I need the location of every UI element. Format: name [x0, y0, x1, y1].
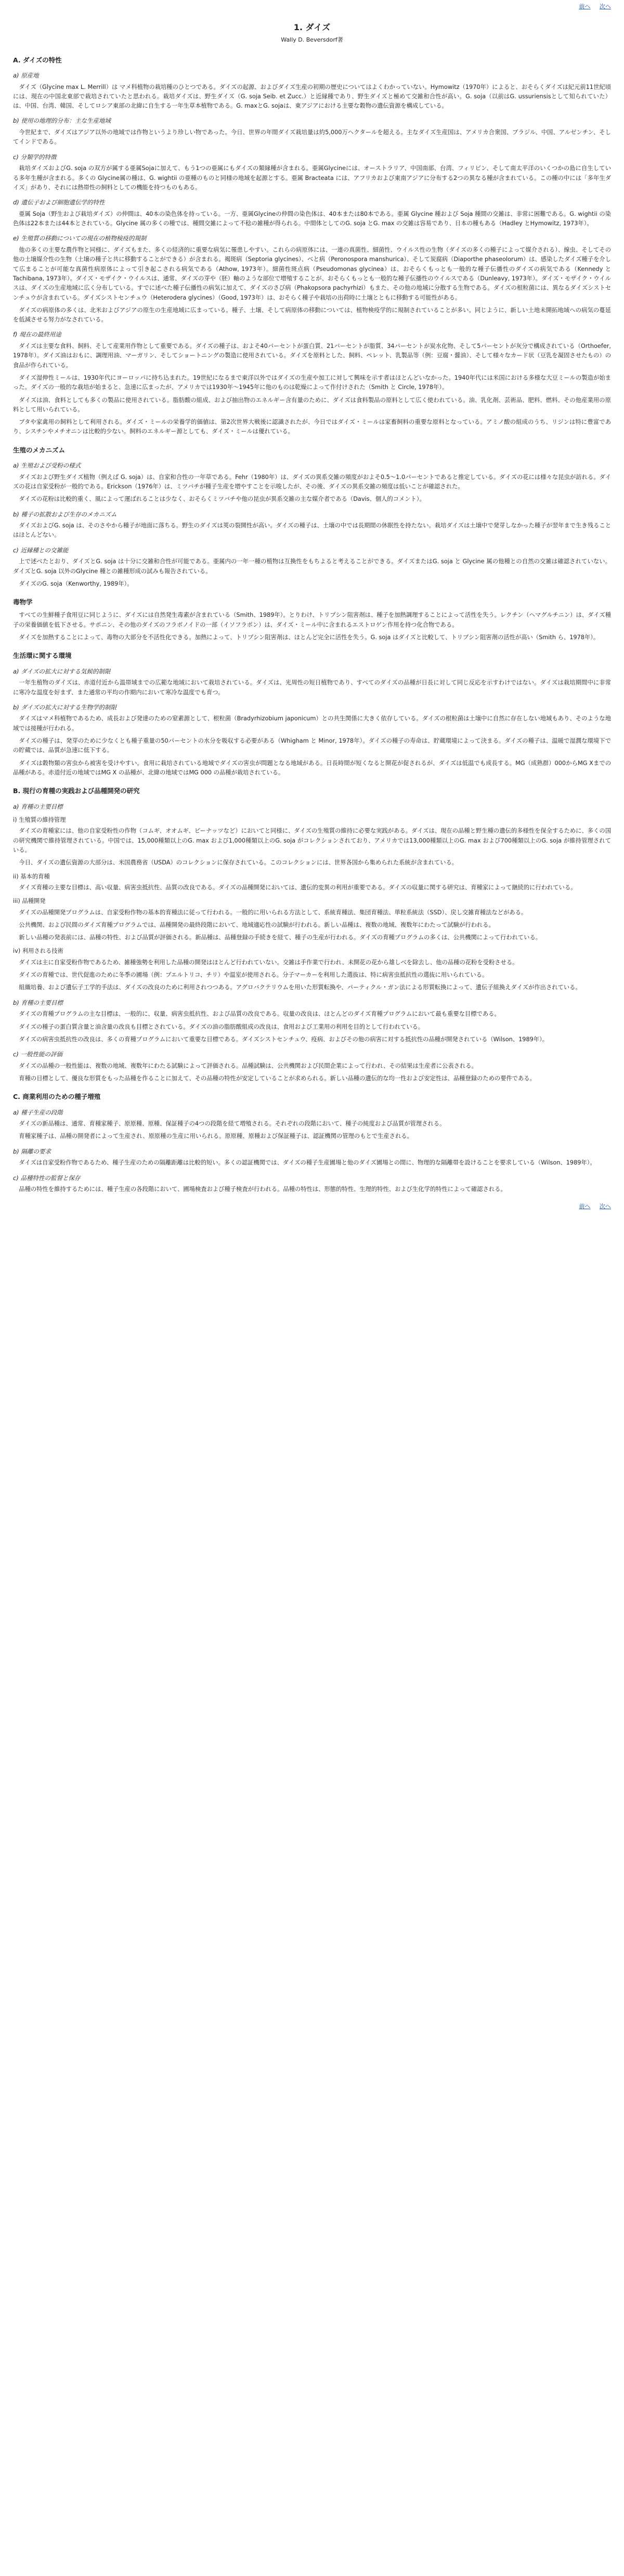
- paragraph: 上で述べたとおり、ダイズとG. soja は十分に交雑和合性が可能である。亜属内の一年一種の植物は互換性をもちよると考えることができる。ダイズまたはG. soja と Glycine 属の他種との自然の交雑は確認されていない。ダイズとG. soja 以外のGlycine 種との雑種形成の試みも報告されている。: [13, 558, 611, 575]
- paragraph: 組織培養、および遺伝子工学的手法は、ダイズの改良のために利用されつつある。アグロバクテリウムを用いた形質転換や、パーティクル・ガン法による形質転換によって、遺伝子組換えダイズが作出されている。: [19, 984, 581, 991]
- paragraph: 他の多くの主要な農作物と同様に、ダイズもまた、多くの経済的に重要な病気に罹患しやすい。これらの病原体には、一連の真菌性、細菌性、ウイルス性の生物（ダイズの多くの種子によって媒介される）、線虫、そしてその他の土壌媒介性の生物（土壌の種子と共に移動することができる）が含まれる。褐斑病（Septoria glycines）、べと病（Peronospora manshurica）、そして炭腐病（Diaporthe phaseolorum）は、感染したダイズ種子を介して広まることが可能な真菌性病原体によって引き起こされる病気である（Athow, 1973年）。細菌性斑点病（Pseudomonas glycinea）は、おそらくもっとも一般的な種子伝播性のダイズの病気である（Kennedy と Tachibana, 1973年）。ダイズ・モザイク・ウイルスは、通常、ダイズの芽や（胚）軸のような部位で増殖することが、おそらくもっとも一般的な種子伝播性のウイルスである（Dunleavy, 1973年）。ダイズ・モザイク・ウイルスは、ダイズの生産地域に広く分布している。すでに述べた種子伝播性の病気に加えて、ダイズのさび病（Phakopsora pachyrhizi）もまた、その他の地域に分散する生物である。ダイズの根粒菌には、異なるダイズシストセンチュウが含まれている。ダイズシストセンチュウ（Heterodera glycines）（Good, 1973年）は、おそらく種子や栽培の出荷時に土壌とともに移動する可能性がある。: [13, 247, 611, 301]
- prev-link-bottom[interactable]: 前へ: [579, 1202, 591, 1210]
- subsection-heading: a) 種子生産の段階: [13, 1108, 63, 1116]
- paragraph: ダイズ湿伸性ミールは、1930年代にヨーロッパに持ち込まれた。19世紀になるまで東洋以外ではダイズの生産や加工に対して興味を示す者はほとんどいなかった。1940年代には米国における多様な大豆ミールの製造が始まった。ダイズの一般的な栽培が始まると、急速に広まったが、アメリカでは1930年～1945年に他のものは乾燥によって作付けされた（Smith と Circle, 1978年）。: [13, 374, 611, 391]
- paragraph: ダイズの花粉は比較的重く、風によって運ばれることは少なく、おそらくミツバチや他の昆虫が異系交雑の主な媒介者である（Davis、個人的コメント）。: [19, 496, 425, 503]
- paragraph: ダイズを加熱することによって、毒物の大部分を不活性化できる。加熱によって、トリプシン阻害剤は、ほとんど完全に活性を失う。G. soja はダイズと比較して、トリプシン阻害剤の活性が高い（Smith ら、1978年）。: [19, 634, 600, 641]
- paragraph: ダイズの育種では、世代促進のために冬季の圃場（例：プエルトリコ、チリ）や温室が使用される。分子マーカーを利用した選抜は、特に病害虫抵抗性の選抜に用いられている。: [19, 971, 488, 978]
- paragraph: ダイズの新品種は、通常、育種家種子、原原種、原種、保証種子の4つの段階を経て増殖される。それぞれの段階において、種子の純度および品質が管理される。: [19, 1120, 446, 1128]
- author: Wally D. Beversdorf著: [281, 36, 343, 43]
- section-heading: B. 現行の育種の実践および品種開発の研究: [13, 787, 140, 795]
- paragraph: ダイズは主要な食料、飼料、そして産業用作物として重要である。ダイズの種子は、およそ40パーセントが蛋白質、21パーセントが脂質、34パーセントが炭水化物、そして5パーセントが灰分で構成されている（Orthoefer, 1978年）。ダイズ油はおもに、調理用油、マーガリン、そしてショートニングの製造に使用されている。ダイズを原料とした、飼料、ペレット、乳製品等（例：豆腐・醤油）、そして様々なカード状（豆乳を凝固させたもの）の食品が作られている。: [13, 343, 611, 369]
- paragraph: ダイズはマメ科植物であるため、成長および発達のための窒素源として、根粒菌（Bradyrhizobium japonicum）との共生関係に大きく依存している。ダイズの根粒菌は土壌中に自然に存在しない地域もあり、そのような地域では接種が行われる。: [13, 715, 611, 732]
- subsection-heading: b) 使用の地理的分布：主な生産地域: [13, 117, 111, 125]
- paragraph: 一年生植物のダイズは、赤道付近から温帯域までの広範な地域において栽培されている。ダイズは、光周性の短日植物であり、すべてのダイズの品種が日長に対して同じ反応を示すわけではない。ダイズは栽培期間中に非常に寒冷な温度を好まず、また通常の平均の作期内において寒冷な温度でも育つ。: [13, 679, 611, 696]
- paragraph: 新しい品種の発表前には、品種の特性、および品質が評価される。新品種は、品種登録の手続きを経て、種子の生産が行われる。ダイズの育種プログラムの多くは、公共機関によって行われている。: [19, 934, 542, 941]
- subsection-heading: c) 分類学的特徴: [13, 153, 57, 161]
- paragraph: ダイズ育種の主要な目標は、高い収量、病害虫抵抗性、品質の改良である。ダイズの品種開発においては、遺伝的変異の利用が重要である。ダイズの収量に関する研究は、育種家によって継続的に行われている。: [19, 884, 577, 891]
- paragraph: ダイズの品種開発プログラムは、自家受粉作物の基本的育種法に従って行われる。一般的に用いられる方法として、系統育種法、集団育種法、単粒系統法（SSD）、戻し交雑育種法などがある。: [19, 909, 527, 916]
- paragraph: ダイズは自家受粉作物であるため、種子生産のための隔離距離は比較的短い。多くの認証機関では、ダイズの種子生産圃場と他のダイズ圃場との間に、物理的な隔離帯を設けることを要求している（Wilson、1989年）。: [19, 1159, 596, 1167]
- subsection-heading: iv) 利用される技術: [13, 948, 63, 955]
- paragraph: 今日、ダイズの遺伝資源の大部分は、米国農務省（USDA）のコレクションに保存されている。このコレクションには、世界各国から集められた系統が含まれている。: [19, 859, 458, 866]
- paragraph: ダイズの病原体の多くは、北米およびアジアの原生の生産地域に広まっている。種子、土壌、そして病原体の移動については、植物検疫学的に規制されていることが多い。同じように、新しい土地未開拓地域への病気の蔓延を低減させる努力がなされている。: [13, 306, 611, 323]
- section: [13, 55, 611, 437]
- paragraph: ダイズの種子の蛋白質含量と油含量の改良も目標とされている。ダイズの油の脂肪酸組成の改良は、食用および工業用の利用を目的として行われている。: [19, 1023, 424, 1030]
- paragraph: ダイズおよび野生ダイズ植物（例えば G. soja）は、自家和合性の一年草である。Fehr（1980年）は、ダイズの異系交雑の頻度がおよそ0.5～1.0パーセントであると推定している。ダイズの花には様々な昆虫が訪れる。ダイズの花は自家受粉が一般的である。Erickson（1976年）は、ミツバチが種子生産を増やすことを示唆したが、その後、ダイズの異系交雑の頻度は低いことが確認された。: [13, 473, 611, 490]
- subsection-heading: c) 一般性能の評価: [13, 1051, 62, 1058]
- document: [13, 0, 611, 1211]
- paragraph: ダイズ（Glycine max L. Merrill）は マメ科植物の栽培種のひとつである。ダイズの起源、およびダイズ生産の初期の歴史についてはよくわかっていない。Hymowitz（1970年）によると、おそらくダイズは紀元前11世紀頃には、現在の中国北東部で栽培されていたと思われる。栽培ダイズは、野生ダイズ（G. soja Seib. et Zucc.）と近縁種であり、野生ダイズと極めて交雑和合性が高い。G. soja（以前はG. ussuriensisとして知られていた）は、中国、台湾、韓国、そしてロシア東部の北緯に自生する一年生草本植物である。G. maxとG. sojaは、東アジアにおける主要な穀物の遺伝資源を構成している。: [13, 83, 611, 110]
- next-link[interactable]: 次へ: [600, 3, 611, 10]
- section-heading: 毒物学: [13, 598, 33, 606]
- subsection-heading: b) ダイズの拡大に対する生物学的制限: [13, 703, 117, 711]
- subsection-heading: a) 原産地: [13, 71, 39, 79]
- paragraph: ダイズは主に自家受粉作物であるため、雑種強勢を利用した品種の開発はほとんど行われていない。交雑は手作業で行われ、未開花の花から雄しべを除去し、他の品種の花粉を受粉させる。: [19, 959, 518, 966]
- section: [13, 445, 611, 589]
- section: [13, 597, 611, 642]
- prev-link[interactable]: 前へ: [579, 3, 591, 10]
- paragraph: 育種の目標として、優良な形質をもった品種を作ることに加えて、その品種の特性が安定していることが求められる。新しい品種の遺伝的な均一性および安定性は、品種登録のための要件である。: [19, 1075, 536, 1082]
- paragraph: すべての生鮮種子食用豆に同じように、ダイズには自然発生毒素が含まれている（Smith、1989年）。とりわけ、トリプシン阻害剤は、種子を加熱調理することによって活性を失う。レクチン（ヘマグルチニン）は、ダイズ種子の栄養価値を低下させる。サポニン、その他のダイズのフラボノイドの一部（イソフラボン）は、ダイズ・ミール中に含まれるエストロゲン作用を持つ化合物である。: [13, 612, 611, 628]
- paragraph: 栽培ダイズおよびG. soja の双方が属する亜属Sojaに加えて、もう1つの亜属にもダイズの類縁種が含まれる。亜属Glycineには、オーストラリア、中国南部、台湾、フィリピン、そして南太平洋のいくつかの島に自生している多年生種が含まれる。多くの Glycine属の種は、G. wightii の亜種のものと同様の地域を起源とする。亜属 Bracteata には、アフリカおよび東南アジアに分布する2つの異なる種が含まれている。この種の中には「多年生ダイズ」があり、それには熱帯性の飼料としての機能を持つものもある。: [13, 165, 611, 191]
- section: [13, 1092, 611, 1194]
- subsection-heading: i) 生殖質の維持管理: [13, 817, 66, 824]
- section: [13, 651, 611, 778]
- section-heading: 生活環に関する環境: [13, 652, 72, 660]
- subsection-heading: b) 育種の主要目標: [13, 999, 63, 1006]
- content: [13, 55, 611, 1195]
- subsection-heading: a) ダイズの拡大に対する気候的制限: [13, 667, 111, 675]
- subsection-heading: b) 種子の拡散および生存のメカニズム: [13, 510, 117, 518]
- subsection-heading: c) 近縁種との交雑能: [13, 546, 69, 554]
- paragraph: ダイズの品種の一般性能は、複数の地域、複数年にわたる試験によって評価される。品種試験は、公共機関および民間企業によって行われ、その結果は生産者に公表される。: [19, 1062, 477, 1069]
- section-heading: 生殖のメカニズム: [13, 446, 66, 454]
- subsection-heading: b) 隔離の要求: [13, 1147, 51, 1155]
- subsection-heading: d) 遺伝子および細胞遺伝学的特性: [13, 199, 105, 206]
- paragraph: 品種の特性を維持するためには、種子生産の各段階において、圃場検査および種子検査が行われる。品種の特性は、形態的特性、生理的特性、および生化学的特性によって確認される。: [19, 1186, 506, 1193]
- paragraph: ダイズは油、食料としても多くの製品に使用されている。脂肪酸の組成、および抽出物のエネルギー含有量のために、ダイズは食料製品の原料として広く使われている。油、乳化剤、芸術品、肥料、燃料、その他産業用の原料として用いられている。: [13, 396, 611, 413]
- bottom-navigation: [13, 1202, 611, 1211]
- subsection-heading: e) 生殖質の移動についての現在の植物検疫的規制: [13, 235, 147, 242]
- subsection-heading: a) 生殖および受粉の様式: [13, 461, 81, 469]
- paragraph: 今世紀まで、ダイズはアジア以外の地域では作物というより珍しい物であった。今日、世界の年間ダイズ栽培量は約5,000万ヘクタールを超える。主なダイズ生産国は、アメリカ合衆国、ブラジル、中国、アルゼンチン、そしてインドである。: [13, 129, 611, 146]
- paragraph: ダイズの育種プログラムの主な目標は、一般的に、収量、病害虫抵抗性、および品質の改良である。収量の改良は、ほとんどのダイズ育種プログラムにおいて最も重要な目標である。: [19, 1011, 500, 1018]
- paragraph: 公共機関、および民間のダイズ育種プログラムでは、品種開発の最終段階において、地域適応性の試験が行われる。新しい品種は、複数の地域、複数年にわたって試験が行われる。: [19, 921, 495, 928]
- paragraph: 育種家種子は、品種の開発者によって生産され、原原種の生産に用いられる。原原種、原種および保証種子は、認証機関の管理のもとで生産される。: [19, 1133, 413, 1140]
- subsection-heading: f) 現在の最終用途: [13, 331, 61, 339]
- paragraph: ダイズの種子は、発芽のために少なくとも種子重量の50パーセントの水分を吸収する必要がある（Whigham と Minor, 1978年）。ダイズの種子の寿命は、貯蔵環境によって決まる。ダイズの種子は、温暖で湿潤な環境下での貯蔵では、品質が急速に低下する。: [13, 737, 611, 754]
- paragraph: 亜属 Soja（野生および栽培ダイズ）の仲間は、40本の染色体を持っている。一方、亜属Glycineの仲間の染色体は、40本または80本である。亜属 Glycine 種および Soja 種間の交雑は、非常に困難である。G. wightii の染色体は22本または44本とされている。Glycine 属の多くの種では、種間交雑によって不稔の雑種が得られる。中間体としてのG. soja とG. max の交雑は容易であり、日本の種もある（Hadley とHymowitz, 1973年）。: [13, 210, 611, 227]
- section-heading: C. 商業利用のための種子増殖: [13, 1093, 101, 1101]
- subsection-heading: a) 育種の主要目標: [13, 802, 63, 810]
- subsection-heading: c) 品種特性の監督と保存: [13, 1174, 81, 1182]
- page-title: 1. ダイズ: [293, 22, 331, 32]
- next-link-bottom[interactable]: 次へ: [600, 1202, 611, 1210]
- paragraph: ダイズのG. soja（Kenworthy, 1989年）。: [19, 580, 133, 587]
- subsection-heading: iii) 品種開発: [13, 898, 46, 905]
- paragraph: ダイズの病害虫抵抗性の改良は、多くの育種プログラムにおいて重要な目標である。ダイズシストセンチュウ、疫病、およびその他の病害に対する抵抗性の品種が開発されている（Wilson、1989年）。: [19, 1035, 549, 1043]
- paragraph: ブタや家禽用の飼料として利用される。ダイズ・ミールの栄養学的価値は、第2次世界大戦後に認識されたが、今日ではダイズ・ミールは家畜飼料の重要な原料となっている。アミノ酸の組成のうち、リジンは特に豊富であり、シスチンやメチオニンは比較的少ない。飼料のエネルギー源としても、ダイズ・ミールは優れている。: [13, 419, 611, 435]
- section: [13, 786, 611, 1083]
- paragraph: ダイズおよびG. soja は、そのさやから種子が地面に落ちる。野生のダイズは莢の裂開性が高い。ダイズの種子は、土壌の中では長期間の休眠性を持たない。栽培ダイズは土壌中で発芽しなかった種子が翌年まで生き残ることはほとんどない。: [13, 522, 611, 539]
- top-navigation: [13, 0, 611, 18]
- subsection-heading: ii) 基本的育種: [13, 873, 50, 880]
- paragraph: ダイズは穀物類の害虫から被害を受けやすい。食用に栽培されている地域でダイズの害虫が問題となる地域がある。日長時間が短くなると開花が促されるが、ダイズは低温でも成長する。MG（成熟群）000からMG Xまでの品種がある。赤道付近の地域ではMG X の品種が、北緯の地域ではMG 000 の品種が栽培されている。: [13, 759, 611, 776]
- section-heading: A. ダイズの特性: [13, 56, 62, 64]
- paragraph: ダイズの育種家には、他の自家受粉性の作物（コムギ、オオムギ、ピーナッツなど）においてと同様に、ダイズの生殖質の維持に必要な実践がある。ダイズは、現在の品種と野生種の遺伝的多様性を保全するために、多くの国の研究機関で維持管理されている。中国では、15,000種類以上のG. max および1,000種類以上のG. soja がコレクションされており、アメリカでは13,000種類以上のG. max および700種類以上のG. soja が維持管理されている。: [13, 827, 611, 854]
